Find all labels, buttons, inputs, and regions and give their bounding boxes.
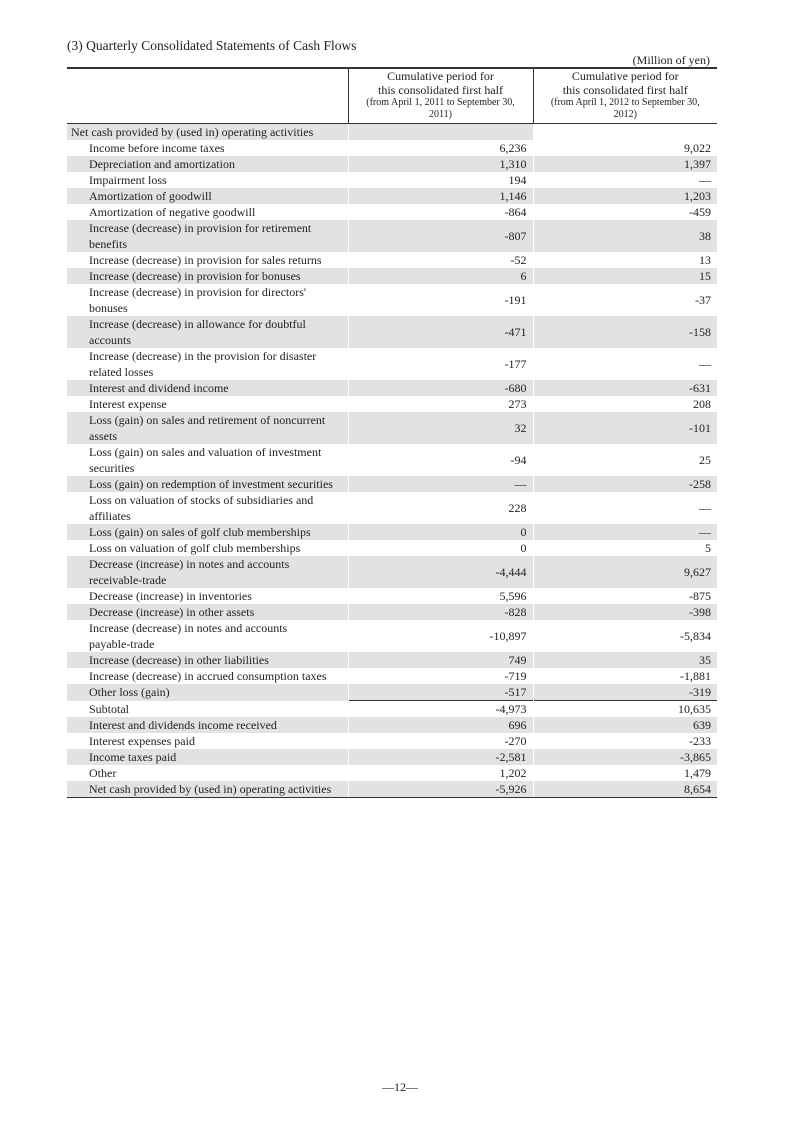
value-2012: 25 bbox=[533, 444, 717, 476]
row-label: Increase (decrease) in allowance for doubtful accounts bbox=[67, 316, 348, 348]
value-2011: 0 bbox=[348, 524, 533, 540]
table-row bbox=[67, 188, 717, 204]
table-row bbox=[67, 476, 717, 492]
value-2012: 1,203 bbox=[533, 188, 717, 204]
value-2012: -875 bbox=[533, 588, 717, 604]
value-2011: -94 bbox=[348, 444, 533, 476]
value-2011: -864 bbox=[348, 204, 533, 220]
value-2011: 194 bbox=[348, 172, 533, 188]
value-2012: 8,654 bbox=[533, 781, 717, 798]
value-2012: 15 bbox=[533, 268, 717, 284]
row-label: Increase (decrease) in provision for sales returns bbox=[89, 253, 322, 267]
value-2011: 696 bbox=[348, 717, 533, 733]
table-row bbox=[67, 652, 717, 668]
value-2012: ― bbox=[533, 172, 717, 188]
table-row bbox=[67, 412, 717, 444]
value-2011: -4,973 bbox=[348, 701, 533, 718]
row-label: Interest expenses paid bbox=[89, 734, 195, 748]
value-2011: 6 bbox=[348, 268, 533, 284]
table-row bbox=[67, 220, 717, 252]
row-label: Increase (decrease) in accrued consumption taxes bbox=[89, 669, 327, 683]
row-label: Income before income taxes bbox=[89, 141, 225, 155]
row-label: Increase (decrease) in provision for retirement benefits bbox=[67, 220, 348, 252]
value-2011: -177 bbox=[348, 348, 533, 380]
row-label: Interest and dividends income received bbox=[67, 717, 348, 733]
table-row bbox=[67, 556, 717, 588]
section-header-row bbox=[67, 124, 717, 141]
table-row bbox=[67, 588, 717, 604]
table-row bbox=[67, 156, 717, 172]
table-row bbox=[67, 284, 717, 316]
value-2011: -191 bbox=[348, 284, 533, 316]
value-2012: 5 bbox=[533, 540, 717, 556]
header-blank bbox=[67, 69, 348, 124]
page-number: ―12― bbox=[382, 1080, 418, 1094]
value-2012: -459 bbox=[533, 204, 717, 220]
table-row bbox=[67, 316, 717, 348]
value-2011: 0 bbox=[348, 540, 533, 556]
table-row bbox=[67, 668, 717, 684]
value-2011: -471 bbox=[348, 316, 533, 348]
row-label: Loss (gain) on sales and retirement of noncurrent assets bbox=[67, 412, 348, 444]
table-row bbox=[67, 781, 717, 798]
value-2011: -52 bbox=[348, 252, 533, 268]
value-2012: 38 bbox=[533, 220, 717, 252]
row-label: Loss on valuation of stocks of subsidiaries and affiliates bbox=[89, 493, 314, 523]
table-row bbox=[67, 396, 717, 412]
row-label: Interest and dividend income bbox=[67, 380, 348, 396]
section-label: Net cash provided by (used in) operating activities bbox=[67, 124, 348, 141]
value-2012: 10,635 bbox=[533, 701, 717, 718]
table-row bbox=[67, 717, 717, 733]
column-header-2012: Cumulative period for this consolidated first half (from April 1, 2012 to September 30, 2012) bbox=[533, 69, 717, 124]
row-label: Impairment loss bbox=[89, 173, 167, 187]
value-2012: ― bbox=[533, 492, 717, 524]
row-label: Interest expense bbox=[89, 397, 167, 411]
value-2011: 228 bbox=[348, 492, 533, 524]
value-2011: -680 bbox=[348, 380, 533, 396]
row-label: Subtotal bbox=[89, 701, 130, 716]
row-label: Loss on valuation of golf club memberships bbox=[89, 541, 301, 555]
row-label: Increase (decrease) in the provision for disaster related losses bbox=[89, 349, 317, 379]
row-label: Other loss (gain) bbox=[67, 684, 348, 701]
row-label: Increase (decrease) in provision for directors' bonuses bbox=[89, 285, 307, 315]
row-label: Loss (gain) on redemption of investment securities bbox=[67, 476, 348, 492]
value-2012: 35 bbox=[533, 652, 717, 668]
value-2012: -233 bbox=[533, 733, 717, 749]
table-row bbox=[67, 540, 717, 556]
row-label: Income taxes paid bbox=[67, 749, 348, 765]
row-label: Decrease (increase) in other assets bbox=[67, 604, 348, 620]
value-2012: -398 bbox=[533, 604, 717, 620]
row-label: Loss (gain) on sales of golf club memberships bbox=[67, 524, 348, 540]
value-2012: -258 bbox=[533, 476, 717, 492]
value-2012: -37 bbox=[533, 284, 717, 316]
row-label: Loss (gain) on sales and valuation of investment securities bbox=[89, 445, 322, 475]
value-2011: 6,236 bbox=[348, 140, 533, 156]
row-label: Amortization of negative goodwill bbox=[89, 205, 256, 219]
value-2011: 1,146 bbox=[348, 188, 533, 204]
table-row bbox=[67, 252, 717, 268]
table-row bbox=[67, 604, 717, 620]
table-row bbox=[67, 140, 717, 156]
table-body bbox=[67, 124, 717, 798]
value-2011: -270 bbox=[348, 733, 533, 749]
value-2012: 9,022 bbox=[533, 140, 717, 156]
cash-flow-table bbox=[67, 69, 717, 798]
value-2012: ― bbox=[533, 524, 717, 540]
row-label: Decrease (increase) in notes and accounts receivable-trade bbox=[67, 556, 348, 588]
table-row bbox=[67, 204, 717, 220]
value-2012: -101 bbox=[533, 412, 717, 444]
value-2011: -807 bbox=[348, 220, 533, 252]
value-2012: 1,397 bbox=[533, 156, 717, 172]
value-2012: 639 bbox=[533, 717, 717, 733]
value-2011: -828 bbox=[348, 604, 533, 620]
value-2012: -319 bbox=[533, 684, 717, 701]
row-label: Other bbox=[89, 766, 117, 780]
table-header-row bbox=[67, 69, 717, 124]
unit-label: (Million of yen) bbox=[632, 53, 710, 67]
table-row bbox=[67, 524, 717, 540]
row-label: Decrease (increase) in inventories bbox=[89, 589, 252, 603]
page-title: (3) Quarterly Consolidated Statements of Cash Flows bbox=[67, 38, 357, 53]
value-2012: ― bbox=[533, 348, 717, 380]
value-2011: -517 bbox=[348, 684, 533, 701]
table-row bbox=[67, 380, 717, 396]
value-2012: -631 bbox=[533, 380, 717, 396]
value-2012: -1,881 bbox=[533, 668, 717, 684]
table-row bbox=[67, 684, 717, 701]
value-2012: -158 bbox=[533, 316, 717, 348]
value-2011: 1,310 bbox=[348, 156, 533, 172]
value-2011: 32 bbox=[348, 412, 533, 444]
row-label: Net cash provided by (used in) operating activities bbox=[67, 781, 348, 798]
row-label: Increase (decrease) in other liabilities bbox=[67, 652, 348, 668]
value-2011: 273 bbox=[348, 396, 533, 412]
value-2011: 749 bbox=[348, 652, 533, 668]
table-row bbox=[67, 348, 717, 380]
value-2012: -3,865 bbox=[533, 749, 717, 765]
row-label: Increase (decrease) in provision for bonuses bbox=[67, 268, 348, 284]
value-2011: -5,926 bbox=[348, 781, 533, 798]
table-row bbox=[67, 749, 717, 765]
value-2011: ― bbox=[348, 476, 533, 492]
table-row bbox=[67, 701, 717, 718]
value-2011: -719 bbox=[348, 668, 533, 684]
row-label: Amortization of goodwill bbox=[67, 188, 348, 204]
table-row bbox=[67, 172, 717, 188]
value-2012: -5,834 bbox=[533, 620, 717, 652]
column-header-2011: Cumulative period for this consolidated first half (from April 1, 2011 to September 30, 2011) bbox=[348, 69, 533, 124]
row-label: Depreciation and amortization bbox=[67, 156, 348, 172]
table-row bbox=[67, 492, 717, 524]
value-2011: -10,897 bbox=[348, 620, 533, 652]
table-row bbox=[67, 444, 717, 476]
value-2011: -4,444 bbox=[348, 556, 533, 588]
value-2012: 208 bbox=[533, 396, 717, 412]
value-2012: 1,479 bbox=[533, 765, 717, 781]
value-2011: 1,202 bbox=[348, 765, 533, 781]
table-row bbox=[67, 765, 717, 781]
value-2011: 5,596 bbox=[348, 588, 533, 604]
table-row bbox=[67, 620, 717, 652]
value-2011: -2,581 bbox=[348, 749, 533, 765]
table-row bbox=[67, 733, 717, 749]
value-2012: 9,627 bbox=[533, 556, 717, 588]
row-label: Increase (decrease) in notes and accounts payable-trade bbox=[89, 621, 288, 651]
value-2012: 13 bbox=[533, 252, 717, 268]
table-row bbox=[67, 268, 717, 284]
